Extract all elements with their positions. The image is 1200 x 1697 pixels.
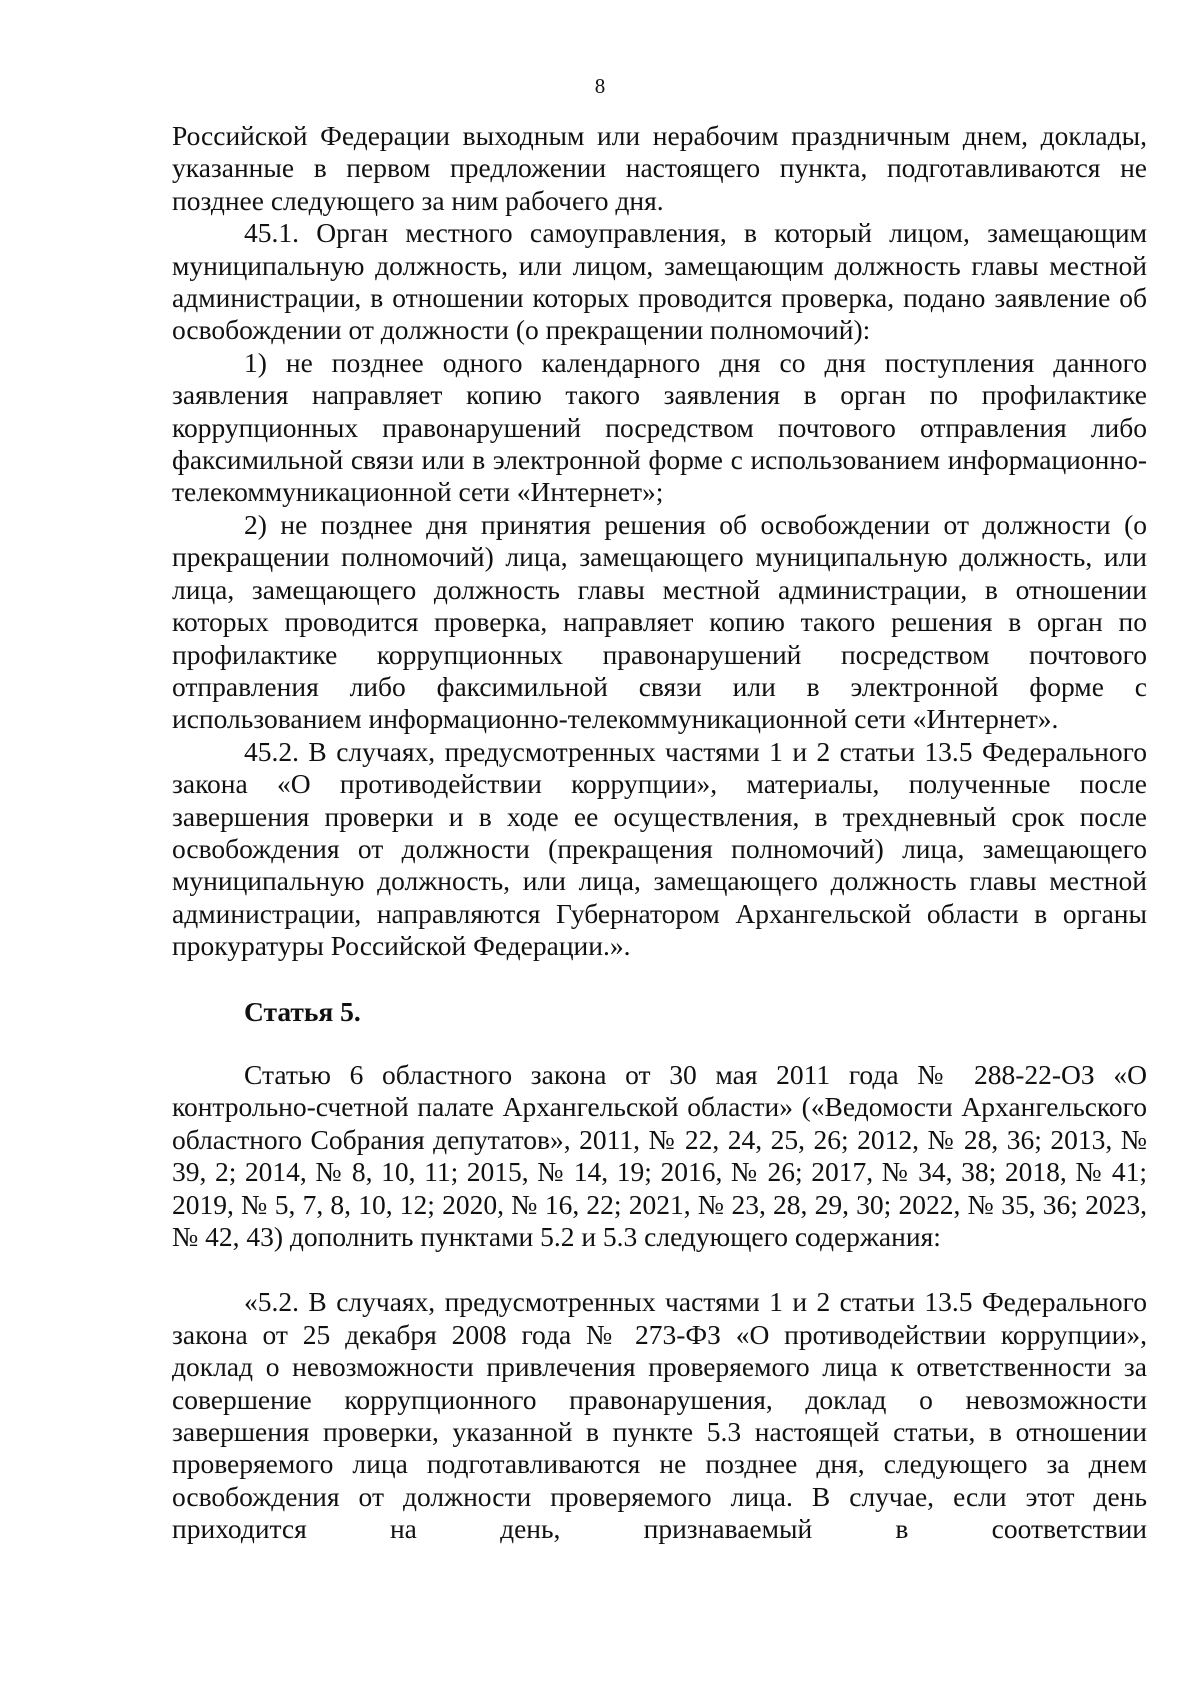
paragraph-45-1: 45.1. Орган местного самоуправления, в который лицом, замещающим муниципальную должность, или лицом, замещающим должность главы местной администрации, в отношении которых проводится проверка, подано заявление об освобождении от должности (о прекращении полномочий): (172, 217, 1147, 346)
paragraph-item-1: 1) не позднее одного календарного дня со дня поступления данного заявления направляет копию такого заявления в орган по профилактике коррупционных правонарушений посредством почтового отправления либо факсимильной связи или в электронной форме с использованием информационно-телекоммуникационной сети «Интернет»; (172, 346, 1147, 508)
paragraph-45-2: 45.2. В случаях, предусмотренных частями 1 и 2 статьи 13.5 Федерального закона «О противодействии коррупции», материалы, полученные после завершения проверки и в ходе ее осуществления, в трехдневный срок после освобождения от должности (прекращения полномочий) лица, замещающего муниципальную должность, или лица, замещающего должность главы местной администрации, направляются Губернатором Архангельской области в органы прокуратуры Российской Федерации.». (172, 735, 1147, 962)
paragraph-item-2: 2) не позднее дня принятия решения об освобождении от должности (о прекращении полномочий) лица, замещающего муниципальную должность, или лица, замещающего должность главы местной администрации, в отношении которых проводится проверка, направляет копию такого решения в орган по профилактике коррупционных правонарушений посредством почтового отправления либо факсимильной связи или в электронной форме с использованием информационно-телекоммуникационной сети «Интернет». (172, 508, 1147, 735)
paragraph-5-2: «5.2. В случаях, предусмотренных частями 1 и 2 статьи 13.5 Федерального закона от 25 декабря 2008 года № 273-ФЗ «О противодействии коррупции», доклад о невозможности привлечения проверяемого лица к ответственности за совершение коррупционного правонарушения, доклад о невозможности завершения проверки, указанной в пункте 5.3 настоящей статьи, в отношении проверяемого лица подготавливаются не позднее дня, следующего за днем освобождения от должности проверяемого лица. В случае, если этот день приходится на день, признаваемый в соответствии (172, 1286, 1147, 1545)
article-heading: Статья 5. (244, 995, 361, 1027)
paragraph-gap (172, 1253, 1147, 1286)
page-number: 8 (594, 74, 606, 98)
paragraph-article-5-body: Статью 6 областного закона от 30 мая 2011 года № 288-22-ОЗ «О контрольно-счетной палате Архангельской области» («Ведомости Архангельского областного Собрания депутатов», 2011, № 22, 24, 25, 26; 2012, № 28, 36; 2013, № 39, 2; 2014, № 8, 10, 11; 2015, № 14, 19; 2016, № 26; 2017, № 34, 38; 2018, № 41; 2019, № 5, 7, 8, 10, 12; 2020, № 16, 22; 2021, № 23, 28, 29, 30; 2022, № 35, 36; 2023, № 42, 43) дополнить пунктами 5.2 и 5.3 следующего содержания: (172, 1058, 1147, 1252)
paragraph-continuation: Российской Федерации выходным или нерабочим праздничным днем, доклады, указанные в первом предложении настоящего пункта, подготавливаются не позднее следующего за ним рабочего дня. (172, 120, 1147, 216)
document-body (172, 120, 1147, 1546)
